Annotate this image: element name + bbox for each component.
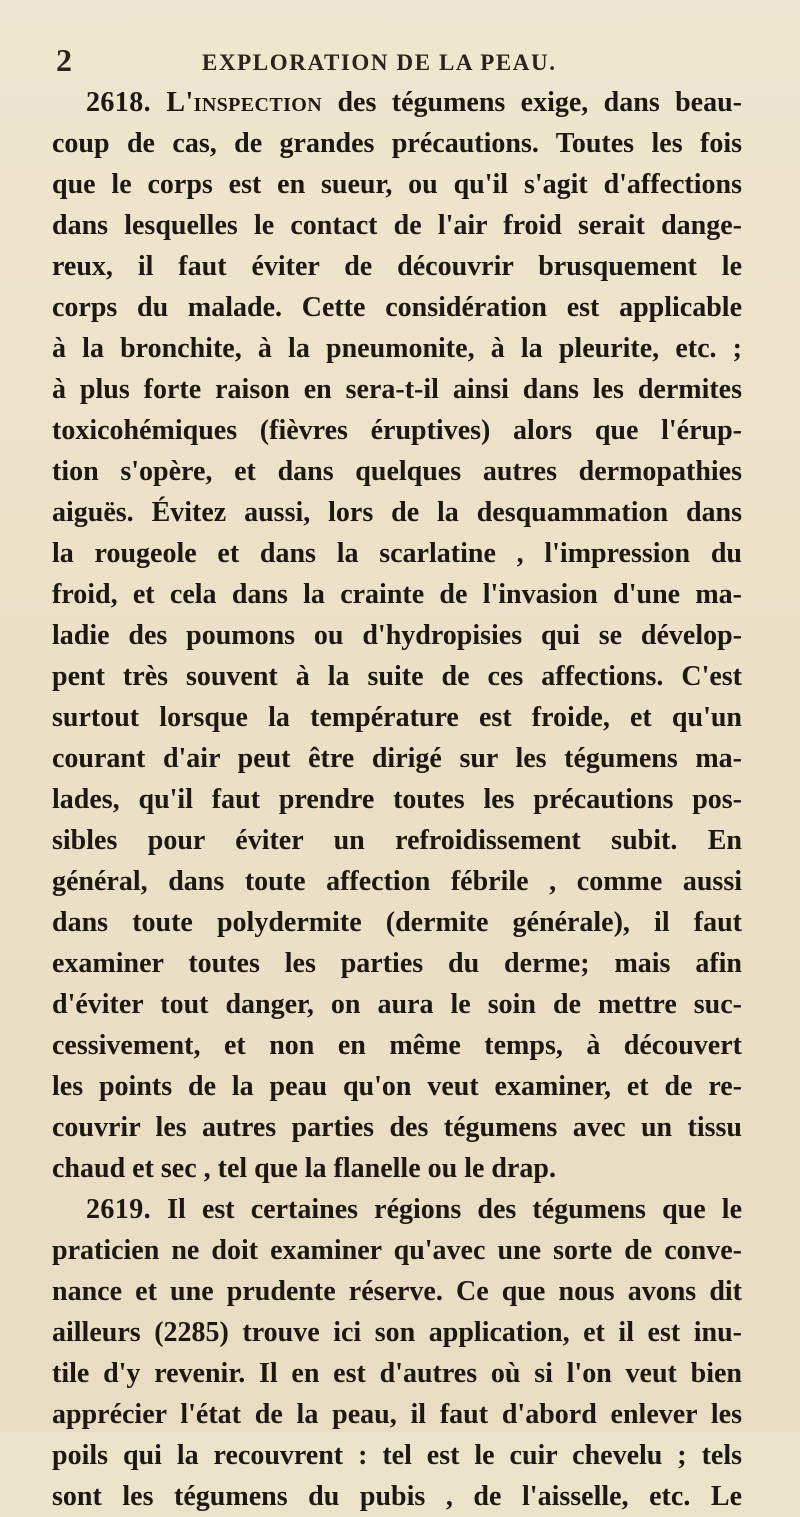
paragraph-2618-line-23: d'éviter tout danger, on aura le soin de mettre suc- xyxy=(52,989,742,1020)
paragraph-2618-line-6: corps du malade. Cette considération est applicable xyxy=(52,292,742,323)
paragraph-2618-line-11: aiguës. Évitez aussi, lors de la desquammation dans xyxy=(52,497,742,528)
paragraph-2619-line-1 xyxy=(52,1189,742,1230)
paragraph-2618-line-25: les points de la peau qu'on veut examiner, et de re- xyxy=(52,1071,742,1102)
running-title: EXPLORATION DE LA PEAU. xyxy=(202,50,557,75)
paragraph-2618-line-5: reux, il faut éviter de découvrir brusquement le xyxy=(52,251,742,282)
paragraph-2619-line-8: sont les tégumens du pubis , de l'aisselle, etc. Le xyxy=(52,1481,742,1512)
paragraph-2619-line-5: tile d'y revenir. Il en est d'autres où si l'on veut bien xyxy=(52,1358,742,1389)
paragraph-2618-line-1-text: des tégumens exige, dans beau- xyxy=(337,87,742,118)
body-text xyxy=(52,82,742,1517)
paragraph-2618-line-26: couvrir les autres parties des tégumens avec un tissu xyxy=(52,1112,742,1143)
paragraph-2618-line-20: général, dans toute affection fébrile , comme aussi xyxy=(52,866,742,897)
paragraph-2618-number: 2618. xyxy=(86,87,151,118)
paragraph-2618-line-24: cessivement, et non en même temps, à découvert xyxy=(52,1030,742,1061)
running-header xyxy=(56,44,746,84)
paragraph-2618-line-10: tion s'opère, et dans quelques autres dermopathies xyxy=(52,456,742,487)
paragraph-2619-line-7: poils qui la recouvrent : tel est le cuir chevelu ; tels xyxy=(52,1440,742,1471)
paragraph-2618-line-16: surtout lorsque la température est froide, et qu'un xyxy=(52,702,742,733)
paragraph-2618-line-12: la rougeole et dans la scarlatine , l'impression du xyxy=(52,538,742,569)
paragraph-2619-line-4: ailleurs (2285) trouve ici son application, et il est inu- xyxy=(52,1317,742,1348)
paragraph-2618-line-15: pent très souvent à la suite de ces affections. C'est xyxy=(52,661,742,692)
paragraph-2618-line-8: à plus forte raison en sera-t-il ainsi dans les dermites xyxy=(52,374,742,405)
paragraph-2618-line-14: ladie des poumons ou d'hydropisies qui se dévelop- xyxy=(52,620,742,651)
paragraph-2619-line-6: apprécier l'état de la peau, il faut d'abord enlever les xyxy=(52,1399,742,1430)
paragraph-2618-line-9: toxicohémiques (fièvres éruptives) alors que l'érup- xyxy=(52,415,742,446)
paragraph-2618-line-19: sibles pour éviter un refroidissement subit. En xyxy=(52,825,742,856)
paragraph-2618-line-1 xyxy=(52,82,742,123)
paragraph-2618-line-4: dans lesquelles le contact de l'air froid serait dange- xyxy=(52,210,742,241)
paragraph-2618-line-27: chaud et sec , tel que la flanelle ou le drap. xyxy=(52,1153,556,1184)
paragraph-2619-number: 2619. xyxy=(86,1194,151,1225)
paragraph-2618-line-3: que le corps est en sueur, ou qu'il s'agit d'affections xyxy=(52,169,742,200)
page-number: 2 xyxy=(56,42,72,78)
paragraph-2618-line-7: à la bronchite, à la pneumonite, à la pleurite, etc. ; xyxy=(52,333,742,364)
paragraph-2618-line-17: courant d'air peut être dirigé sur les tégumens ma- xyxy=(52,743,742,774)
paragraph-2618-line-22: examiner toutes les parties du derme; mais afin xyxy=(52,948,742,979)
paragraph-2618-line-13: froid, et cela dans la crainte de l'invasion d'une ma- xyxy=(52,579,742,610)
paragraph-2618-line-2: coup de cas, de grandes précautions. Toutes les fois xyxy=(52,128,742,159)
paragraph-2619-line-1-text: Il est certaines régions des tégumens que le xyxy=(167,1194,743,1225)
paragraph-2618-line-18: lades, qu'il faut prendre toutes les précautions pos- xyxy=(52,784,742,815)
paragraph-2618-line-21: dans toute polydermite (dermite générale), il faut xyxy=(52,907,742,938)
paragraph-2618-lead: L'inspection xyxy=(166,87,323,118)
paragraph-2619-line-2: praticien ne doit examiner qu'avec une sorte de conve- xyxy=(52,1235,742,1266)
paragraph-2619-line-3: nance et une prudente réserve. Ce que nous avons dit xyxy=(52,1276,742,1307)
